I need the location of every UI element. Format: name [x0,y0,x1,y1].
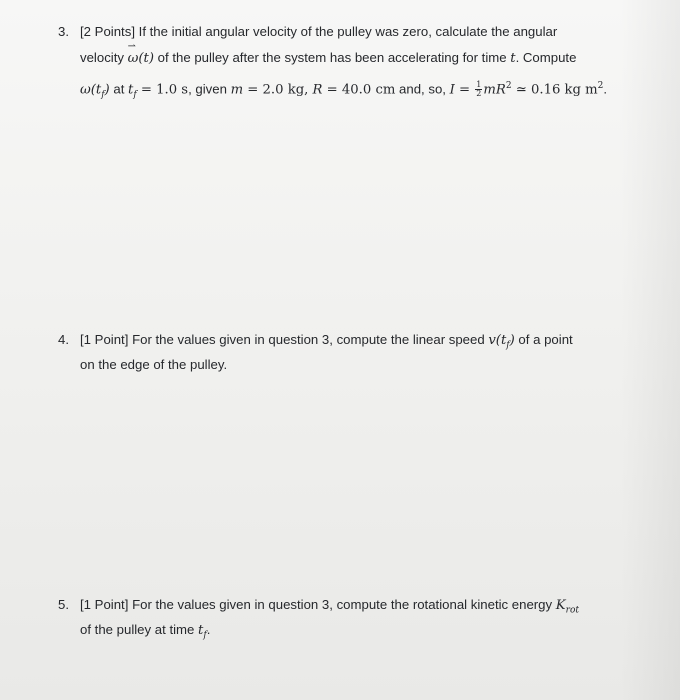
text: of a point [514,332,573,347]
math: (t) [138,51,154,66]
question-number: 4. [58,332,69,347]
math: R [312,82,323,98]
subscript: f [101,90,105,101]
question-3 [58,20,658,100]
question-4-line-2 [80,353,227,377]
math: ≃ 0.16 kg m [511,82,598,98]
text: and, so, [395,81,450,97]
text: of the pulley after the system has been accelerating for time [154,50,511,65]
subscript: rot [565,605,579,616]
question-text: For the values given in question 3, compute the rotational kinetic energy [132,597,556,612]
math: = 1.0 s [136,82,189,98]
superscript: 2 [505,81,512,91]
question-3-line-3 [80,74,607,107]
question-5 [58,593,658,653]
math: ω(t [80,82,102,98]
question-3-line-1 [80,20,557,44]
math: ) [104,82,110,98]
question-4 [58,328,658,388]
math: K [555,598,566,613]
points-label: [1 Point] [80,332,129,347]
text: on the edge of the pulley. [80,357,228,372]
question-text: If the initial angular velocity of the pulley was zero, calculate the angular [138,24,558,39]
text: , given [188,81,231,97]
text: at [109,81,129,97]
superscript: 2 [597,81,604,91]
question-3-line-2 [80,46,576,71]
question-5-line-2 [80,618,210,648]
subscript: f [506,340,510,351]
math: m [230,82,244,98]
math: I [449,82,455,98]
math: ) [509,333,515,348]
math: t [198,623,204,638]
fraction [475,81,482,98]
subscript: f [133,90,137,101]
points-label: [2 Points] [80,24,135,39]
question-text: For the values given in question 3, compute the linear speed [132,332,489,347]
math: = 40.0 cm [322,82,396,98]
omega-vector: ⇀ ω [128,47,139,71]
text: . [206,622,211,637]
math: t [510,51,516,66]
text: of the pulley at time [80,622,199,637]
denominator: 2 [476,89,482,99]
question-number: 3. [58,24,69,39]
points-label: [1 Point] [80,597,129,612]
math: t [128,82,134,98]
text: . [603,81,608,97]
text: velocity [80,50,128,65]
math: mR [483,82,506,98]
numerator: 1 [476,80,482,90]
subscript: f [203,630,207,641]
question-number: 5. [58,597,69,612]
math: v(t [488,333,507,348]
math: = [454,82,475,98]
text: . Compute [515,50,577,65]
math: = 2.0 kg, [243,82,313,98]
